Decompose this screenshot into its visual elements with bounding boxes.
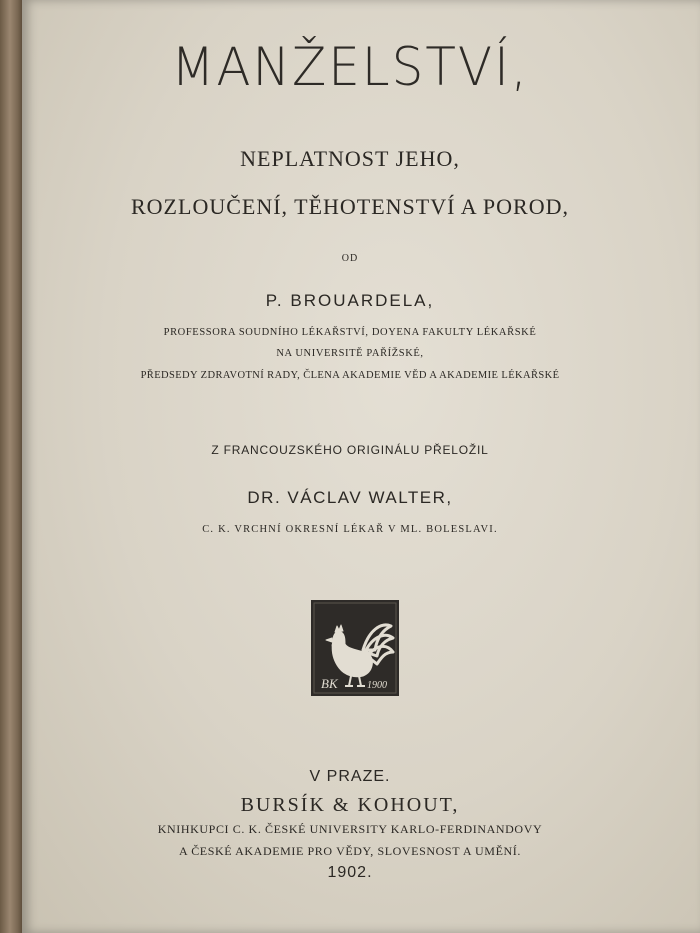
rooster-emblem-icon — [311, 600, 399, 696]
author-name: P. BROUARDELA, — [265, 291, 435, 310]
translator-role: C. K. VRCHNÍ OKRESNÍ LÉKAŘ V ML. BOLESLAVI. — [202, 524, 498, 535]
author-affiliation-3: PŘEDSEDY ZDRAVOTNÍ RADY, ČLENA AKADEMIE VĚD A AKADEMIE LÉKAŘSKÉ — [140, 370, 560, 381]
publisher-name: BURSÍK & KOHOUT, — [240, 794, 460, 816]
author-affiliation-2: NA UNIVERSITĚ PAŘÍŽSKÉ, — [276, 348, 424, 359]
publication-year: 1902. — [327, 864, 373, 881]
subtitle-line-1: NEPLATNOST JEHO, — [240, 146, 460, 171]
author-affiliation-1: PROFESSORA SOUDNÍHO LÉKAŘSTVÍ, DOYENA FAKULTY LÉKAŘSKÉ — [163, 327, 537, 338]
book-title: MANŽELSTVÍ, — [171, 36, 529, 98]
svg-text:1900: 1900 — [367, 680, 387, 691]
translation-note: Z FRANCOUZSKÉHO ORIGINÁLU PŘELOŽIL — [211, 443, 489, 457]
by-label: OD — [341, 253, 359, 264]
imprint-place: V PRAZE. — [309, 768, 391, 785]
publisher-line-2: A ČESKÉ AKADEMIE PRO VĚDY, SLOVESNOST A UMĚNÍ. — [179, 844, 521, 858]
svg-text:BK: BK — [321, 676, 338, 691]
publisher-line-1: KNIHKUPCI C. K. ČESKÉ UNIVERSITY KARLO-FERDINANDOVY — [157, 822, 543, 836]
subtitle-line-2: ROZLOUČENÍ, TĚHOTENSTVÍ A POROD, — [131, 194, 569, 219]
translator-name: DR. VÁCLAV WALTER, — [247, 488, 453, 507]
